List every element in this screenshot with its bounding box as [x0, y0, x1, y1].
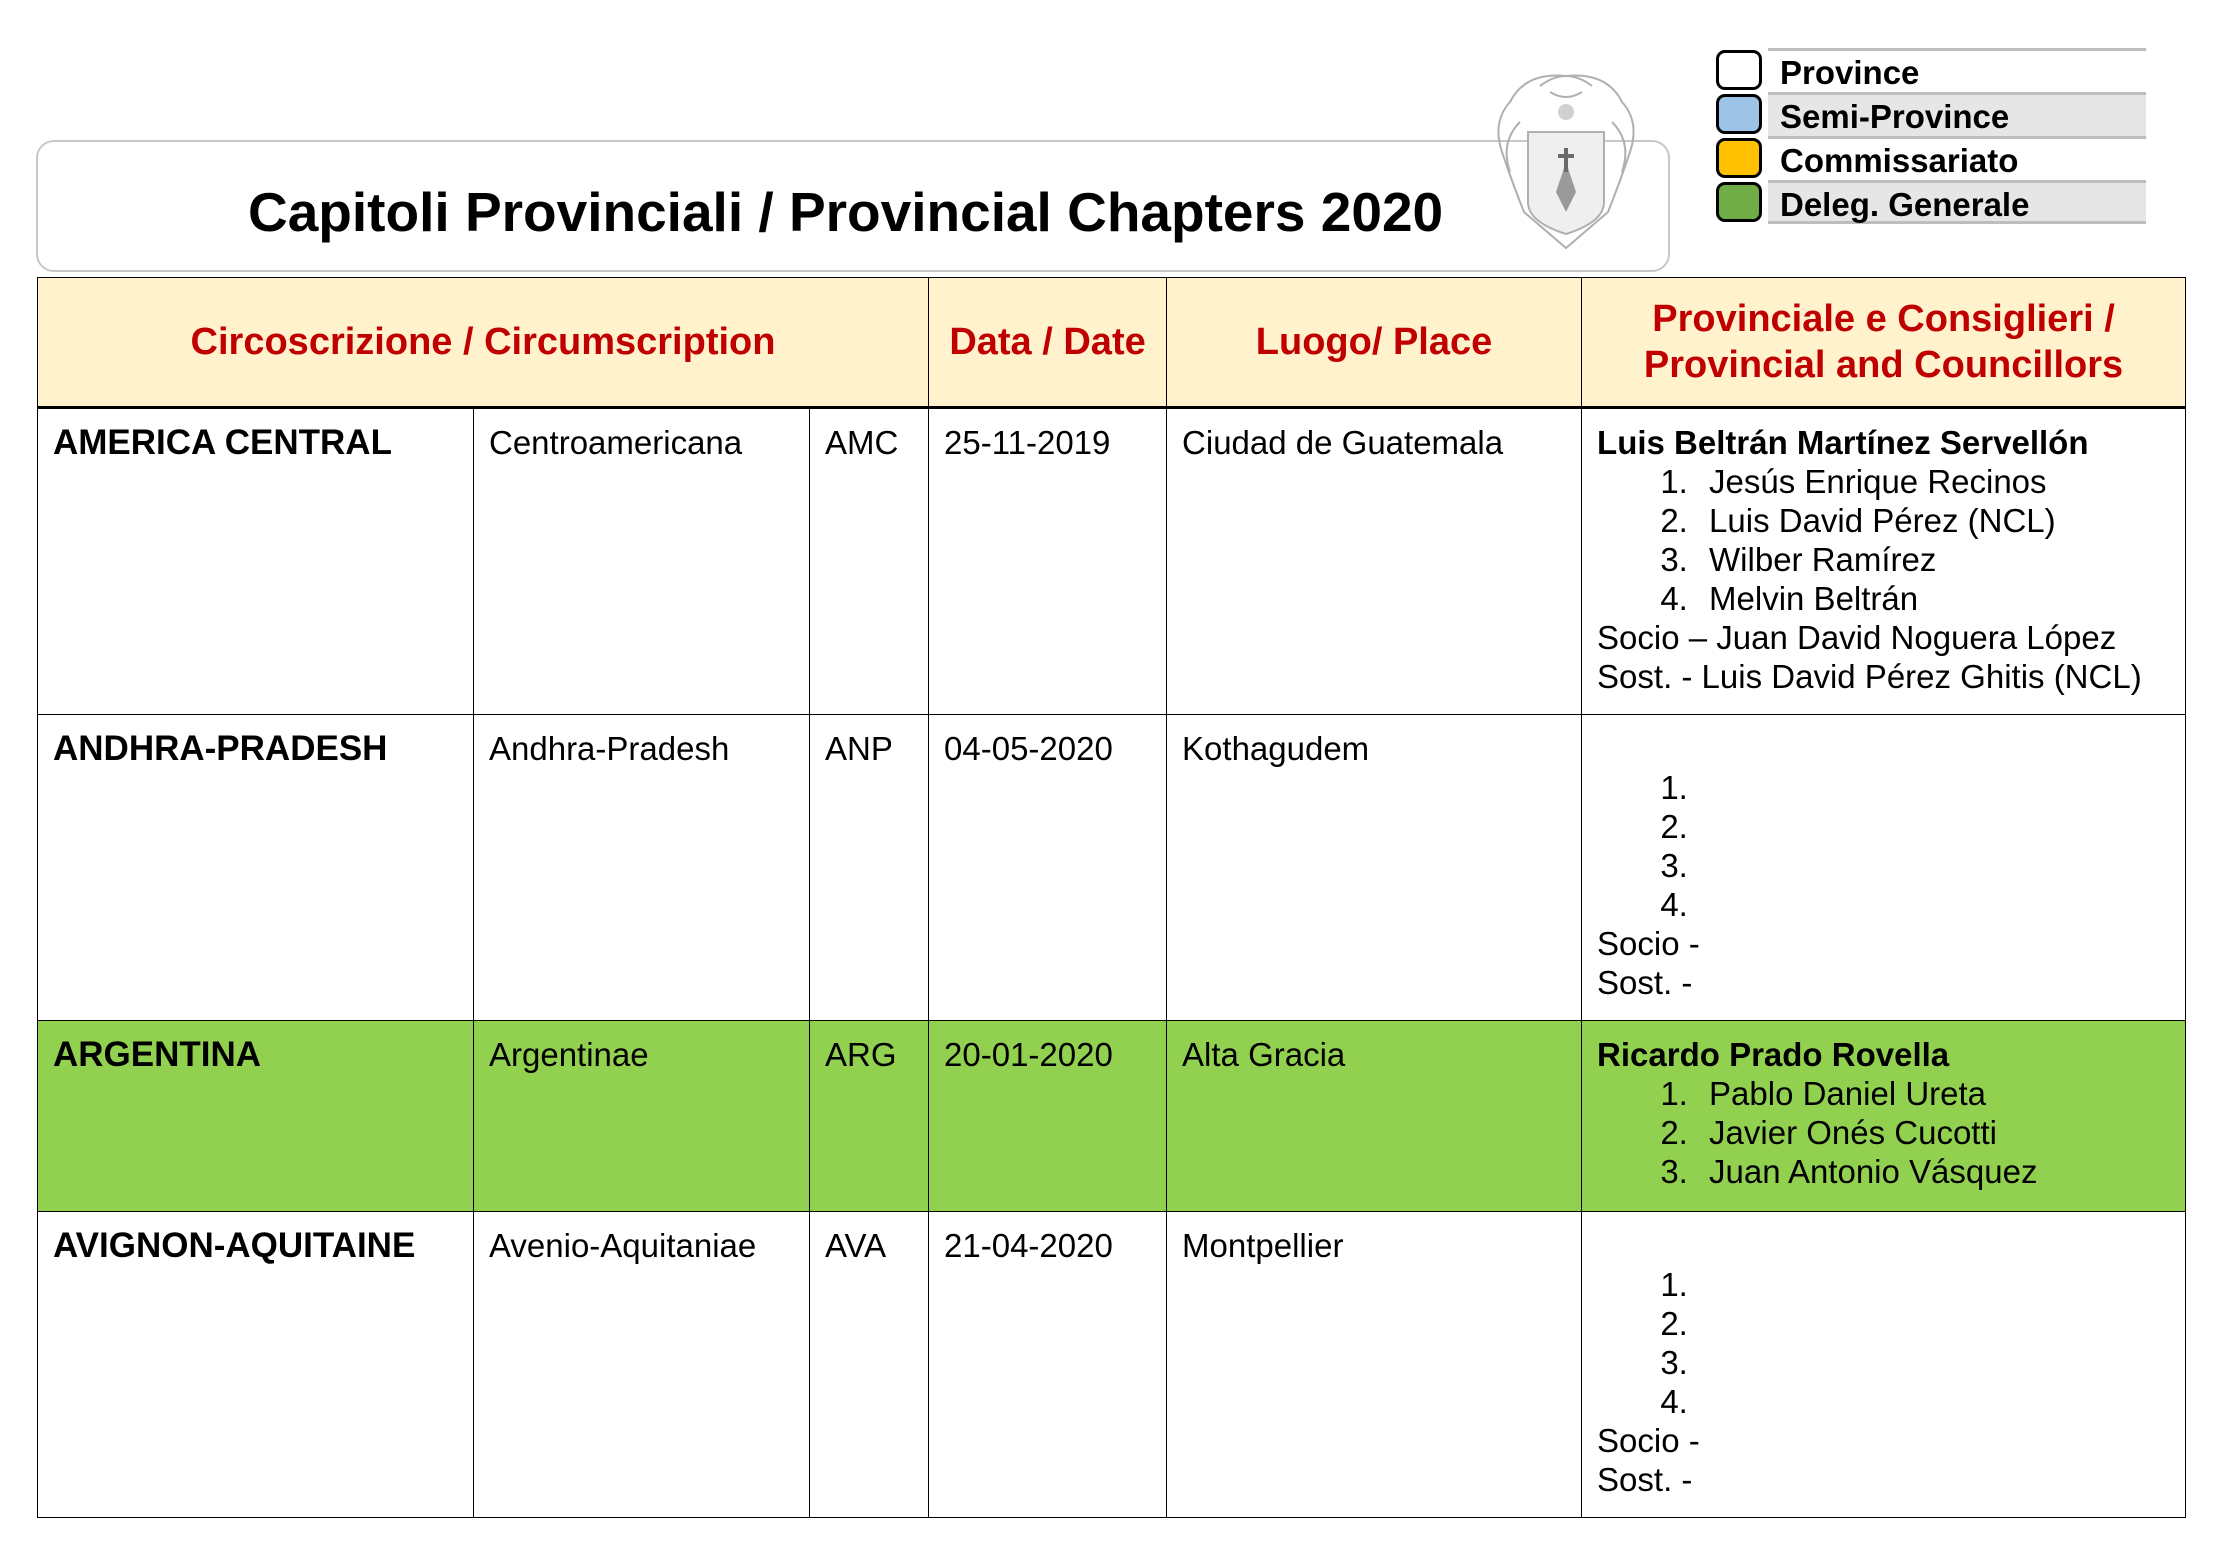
councillor-item [1697, 807, 2170, 846]
legend [1716, 48, 2146, 224]
substitute-line: Sost. - Luis David Pérez Ghitis (NCL) [1597, 658, 2142, 695]
councillors-list [1597, 462, 2170, 618]
circumscription-code: AMC [825, 424, 899, 461]
chapter-place: Kothagudem [1182, 730, 1370, 767]
chapter-date: 25-11-2019 [944, 424, 1111, 461]
councillor-item: 1. Jesús Enrique Recinos [1697, 462, 2170, 501]
provincial-name: Ricardo Prado Rovella [1597, 1036, 1950, 1073]
legend-item [1716, 92, 2146, 135]
header-circumscription: Circoscrizione / Circumscription [38, 278, 929, 408]
header-place: Luogo/ Place [1167, 278, 1582, 408]
legend-item [1716, 48, 2146, 91]
circumscription-name: AVIGNON-AQUITAINE [53, 1226, 416, 1265]
circumscription-latin-name: Avenio-Aquitaniae [489, 1227, 757, 1264]
councillor-item: 4. Melvin Beltrán [1697, 579, 2170, 618]
councillors-list [1597, 1074, 2170, 1191]
socio-line: Socio - [1597, 925, 1700, 962]
legend-swatch [1716, 94, 1762, 134]
legend-item [1716, 136, 2146, 179]
legend-swatch [1716, 182, 1762, 222]
legend-swatch [1716, 50, 1762, 90]
legend-swatch [1716, 138, 1762, 178]
legend-label: Deleg. Generale [1768, 180, 2146, 224]
provincial-name: Luis Beltrán Martínez Servellón [1597, 424, 2089, 461]
legend-item [1716, 180, 2146, 223]
councillor-item [1697, 885, 2170, 924]
councillor-item [1697, 1304, 2170, 1343]
chapter-place: Ciudad de Guatemala [1182, 424, 1504, 461]
councillor-item [1697, 846, 2170, 885]
substitute-line: Sost. - [1597, 1461, 1693, 1498]
table-row [38, 408, 2186, 715]
chapters-table [37, 277, 2186, 1518]
councillor-item: 2. Luis David Pérez (NCL) [1697, 501, 2170, 540]
councillor-item: 2. Javier Onés Cucotti [1697, 1113, 2170, 1152]
councillor-item: 3. Wilber Ramírez [1697, 540, 2170, 579]
circumscription-latin-name: Centroamericana [489, 424, 743, 461]
circumscription-name: AMERICA CENTRAL [53, 423, 392, 462]
circumscription-name: ARGENTINA [53, 1035, 262, 1074]
table-header-row [38, 278, 2186, 408]
table-row [38, 1212, 2186, 1518]
header-councillors: Provinciale e Consiglieri / Provincial and Councillors [1582, 278, 2186, 408]
chapter-place: Montpellier [1182, 1227, 1344, 1264]
councillors-list [1597, 768, 2170, 924]
councillor-item: 3. Juan Antonio Vásquez [1697, 1152, 2170, 1191]
councillors-cell [1582, 409, 2185, 696]
socio-line: Socio – Juan David Noguera López [1597, 619, 2117, 656]
socio-line: Socio - [1597, 1422, 1700, 1459]
circumscription-latin-name: Argentinae [489, 1036, 649, 1073]
councillor-item [1697, 1343, 2170, 1382]
header-date: Data / Date [929, 278, 1167, 408]
chapter-date: 20-01-2020 [944, 1036, 1113, 1073]
title-box [36, 140, 1670, 272]
table-row [38, 715, 2186, 1021]
legend-label: Province [1768, 48, 2146, 92]
chapter-place: Alta Gracia [1182, 1036, 1346, 1073]
circumscription-code: ARG [825, 1036, 897, 1073]
councillors-cell [1582, 715, 2185, 1002]
page-title: Capitoli Provinciali / Provincial Chapters 2020 [248, 181, 1444, 243]
legend-label: Semi-Province [1768, 92, 2146, 136]
councillors-cell [1582, 1021, 2185, 1191]
circumscription-code: AVA [825, 1227, 887, 1264]
circumscription-latin-name: Andhra-Pradesh [489, 730, 730, 767]
chapter-date: 21-04-2020 [944, 1227, 1113, 1264]
table-row [38, 1021, 2186, 1212]
councillor-item: 1. Pablo Daniel Ureta [1697, 1074, 2170, 1113]
chapter-date: 04-05-2020 [944, 730, 1113, 767]
substitute-line: Sost. - [1597, 964, 1693, 1001]
councillor-item [1697, 1382, 2170, 1421]
councillor-item [1697, 1265, 2170, 1304]
councillor-item [1697, 768, 2170, 807]
councillors-cell [1582, 1212, 2185, 1499]
circumscription-name: ANDHRA-PRADESH [53, 729, 388, 768]
councillors-list [1597, 1265, 2170, 1421]
circumscription-code: ANP [825, 730, 893, 767]
legend-label: Commissariato [1768, 136, 2146, 180]
provincial-name [1597, 1226, 2170, 1265]
provincial-name [1597, 729, 2170, 768]
coat-of-arms-icon [1480, 62, 1652, 262]
